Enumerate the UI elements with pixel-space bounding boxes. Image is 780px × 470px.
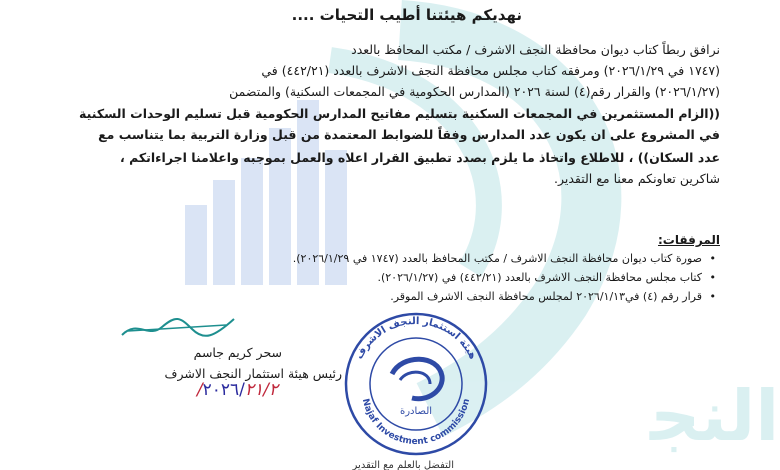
closing-line: عدد السكان)) ، للاطلاع واتخاذ ما يلزم بصدد تطبيق القرار اعلاه والعمل بموجبه واعلامنا اجراءاتكم ، <box>120 150 720 165</box>
watermark-letters: ﺍﻟﻨﺠ <box>650 375 780 457</box>
decision-quote-line: ((الزام المستثمرين في المجمعات السكنية بتسليم مفاتيح المدارس الحكومية قبل تسليم الوحدات السكنية <box>79 106 720 121</box>
attachment-item: • قرار رقم (٤) في٢٠٢٦/١/١٣ لمجلس محافظة النجف الاشرف الموقر. <box>390 290 702 303</box>
attachment-item: • كتاب مجلس محافظة النجف الاشرف بالعدد (٤٤٢/٢١) في (٢٠٢٦/١/٢٧). <box>377 271 702 284</box>
watermark-bar <box>213 180 235 285</box>
stamp-arabic-ring: هيئة استثمار النجف الاشرف <box>353 315 479 362</box>
body-line: نرافق ربطاً كتاب ديوان محافظة النجف الاشرف / مكتب المحافظ بالعدد <box>351 42 720 57</box>
decision-quote-line: في المشروع على ان يكون عدد المدارس وفقاً للضوابط المعتمدة من قبل وزارة التربية بما يتناسب مع <box>98 127 720 142</box>
signatory-title: رئيس هيئة استثمار النجف الاشرف <box>164 366 342 381</box>
footer-note: التفضل بالعلم مع التقدير <box>352 460 454 470</box>
watermark-bar <box>185 205 207 285</box>
date-printed: ٢٠٢٦/ <box>202 380 245 400</box>
official-stamp <box>342 310 490 458</box>
signatory-name: سحر كريم جاسم <box>193 345 282 360</box>
closing-line: شاكرين تعاونكم معنا مع التقدير. <box>553 171 720 186</box>
stamp-emblem <box>400 372 430 384</box>
handwritten-signature <box>118 313 238 341</box>
stamp-english-ring: Najaf Investment commission <box>359 397 473 448</box>
attachment-item: • صورة كتاب ديوان محافظة النجف الاشرف / مكتب المحافظ بالعدد (١٧٤٧ في ٢٠٢٦/١/٢٩). <box>293 252 702 265</box>
greeting: نهديكم هيئتنا أطيب التحيات .... <box>291 6 522 24</box>
date-handwritten: ٢١/٢/ <box>196 380 278 400</box>
stamp-center-text: الصادرة <box>399 406 433 417</box>
body-line: (١٧٤٧ في ٢٠٢٦/١/٢٩) ومرفقه كتاب مجلس محافظة النجف الاشرف بالعدد (٤٤٢/٢١) في <box>261 63 720 78</box>
signature-date <box>197 380 278 400</box>
attachments-heading: المرفقات: <box>658 233 720 247</box>
watermark-bar <box>241 158 263 285</box>
body-line: (٢٠٢٦/١/٢٧) والقرار رقم(٤) لسنة ٢٠٢٦ (المدارس الحكومية في المجمعات السكنية) والمتضمن <box>229 84 720 99</box>
